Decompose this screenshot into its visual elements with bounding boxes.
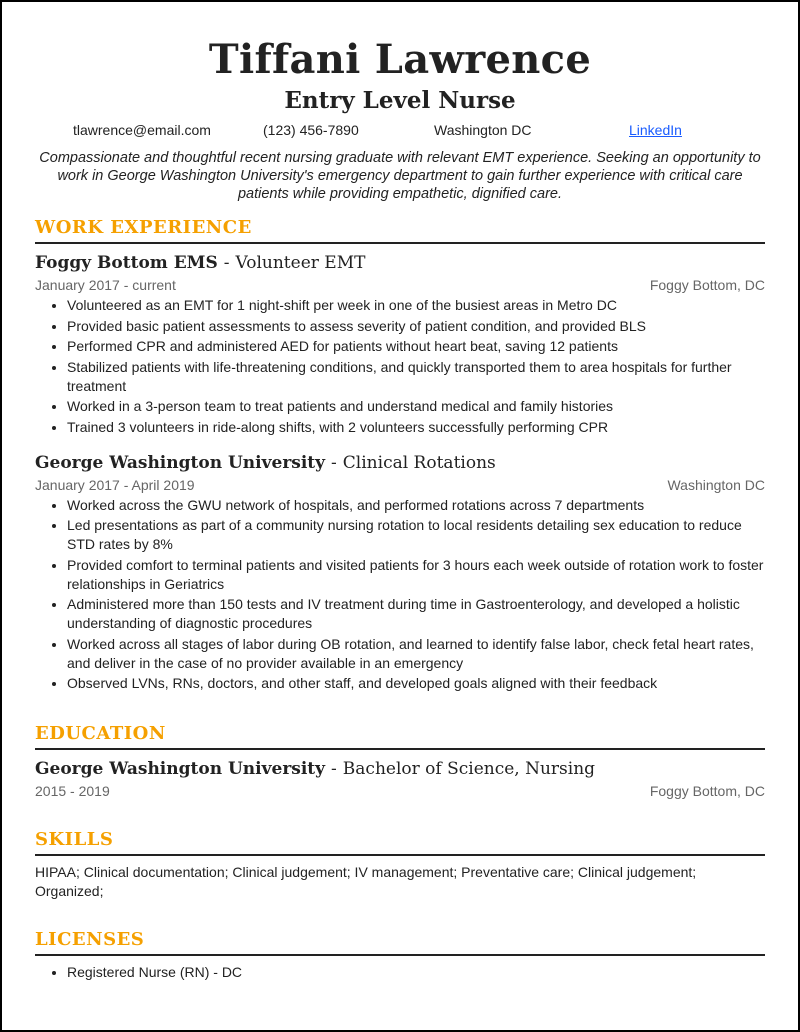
job-location: Foggy Bottom, DC bbox=[649, 277, 765, 293]
bullet-item: • Observed LVNs, RNs, doctors, and other staff, and developed goals aligned with their feedback bbox=[67, 674, 765, 693]
licenses-section bbox=[35, 929, 765, 982]
bullet-item: • Worked in a 3-person team to treat patients and understand medical and family histories bbox=[67, 397, 765, 416]
job-dates: January 2017 - April 2019 bbox=[35, 476, 195, 493]
bullet-item: • Worked across all stages of labor during OB rotation, and learned to identify false labor, check fetal heart rates, and deliver in the case of no provider available in an emergency bbox=[67, 635, 765, 673]
job-role: Volunteer EMT bbox=[235, 253, 366, 273]
summary: Compassionate and thoughtful recent nursing graduate with relevant EMT experience. Seeking an opportunity to work in George Washington University's emergency department to gain further experience with critical care patients while providing empathetic, dignified care. bbox=[39, 150, 761, 202]
section-title-licenses: LICENSES bbox=[35, 929, 765, 956]
job-bullets bbox=[35, 296, 765, 437]
section-title-skills: SKILLS bbox=[35, 829, 765, 856]
education-dates: 2015 - 2019 bbox=[35, 783, 110, 799]
education-school: George Washington University bbox=[35, 759, 326, 779]
job-location: Washington DC bbox=[667, 476, 765, 493]
job-entry bbox=[35, 451, 765, 694]
education-location: Foggy Bottom, DC bbox=[649, 783, 765, 799]
bullet-item: • Provided comfort to terminal patients and visited patients for 3 hours each week outside of rotation work to foster relationships in Geriatrics bbox=[67, 556, 765, 594]
job-org: Foggy Bottom EMS bbox=[35, 253, 218, 273]
section-title-work: WORK EXPERIENCE bbox=[35, 217, 765, 244]
education-section bbox=[35, 723, 765, 801]
license-list bbox=[35, 963, 765, 982]
linkedin-link[interactable]: LinkedIn bbox=[629, 122, 682, 138]
job-separator: - bbox=[223, 253, 230, 273]
section-title-education: EDUCATION bbox=[35, 723, 765, 750]
education-header bbox=[35, 757, 765, 781]
candidate-name: Tiffani Lawrence bbox=[208, 36, 592, 83]
education-meta bbox=[35, 782, 765, 801]
job-separator: - bbox=[331, 452, 337, 473]
skills-section bbox=[35, 829, 765, 901]
education-degree: Bachelor of Science, Nursing bbox=[342, 759, 596, 779]
bullet-item: • Administered more than 150 tests and IV treatment during time in Gastroenterology, and developed a holistic understanding of diagnostic procedures bbox=[67, 595, 765, 633]
skills-list: HIPAA; Clinical documentation; Clinical judgement; IV management; Preventative care; Clinical judgement; Organized; bbox=[35, 864, 697, 899]
job-header bbox=[35, 451, 765, 475]
bullet-item: • Worked across the GWU network of hospitals, and performed rotations across 7 departments bbox=[67, 496, 765, 515]
job-title: Entry Level Nurse bbox=[284, 87, 516, 114]
education-entry bbox=[35, 757, 765, 801]
job-bullets bbox=[35, 496, 765, 694]
job-meta bbox=[35, 476, 765, 495]
job-header bbox=[35, 251, 765, 275]
job-meta bbox=[35, 276, 765, 295]
bullet-item: • Volunteered as an EMT for 1 night-shift per week in one of the busiest areas in Metro DC bbox=[67, 296, 765, 315]
job-org: George Washington University bbox=[35, 452, 326, 473]
bullet-item: • Trained 3 volunteers in ride-along shifts, with 2 volunteers successfully performing CPR bbox=[67, 418, 765, 437]
contact-line bbox=[35, 118, 765, 142]
license-item: • Registered Nurse (RN) - DC bbox=[67, 963, 765, 982]
job-entry bbox=[35, 251, 765, 437]
bullet-item: • Provided basic patient assessments to assess severity of patient condition, and provided BLS bbox=[67, 317, 765, 336]
bullet-item: • Led presentations as part of a community nursing rotation to local residents detailing sex education to reduce STD rates by 8% bbox=[67, 516, 765, 554]
education-separator: - bbox=[331, 759, 337, 779]
job-dates: January 2017 - current bbox=[35, 277, 176, 293]
job-role: Clinical Rotations bbox=[342, 452, 496, 473]
work-experience-section bbox=[35, 217, 765, 693]
contact-location: Washington DC bbox=[434, 122, 532, 138]
bullet-item: • Performed CPR and administered AED for patients without heart beat, saving 12 patients bbox=[67, 337, 765, 356]
bullet-item: • Stabilized patients with life-threatening conditions, and quickly transported them to area hospitals for further treatment bbox=[67, 358, 765, 396]
contact-phone: (123) 456-7890 bbox=[263, 122, 359, 138]
contact-email: tlawrence@email.com bbox=[73, 122, 211, 138]
